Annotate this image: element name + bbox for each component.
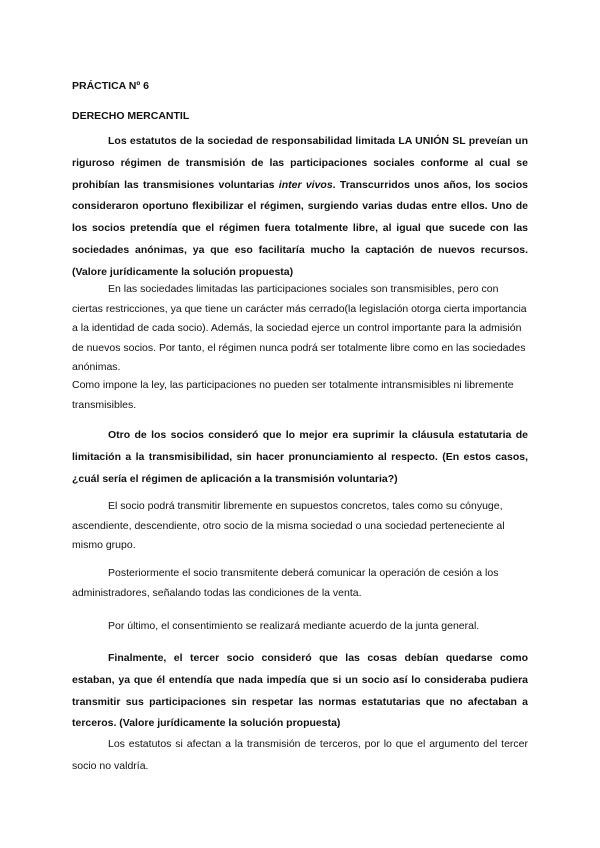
question-1	[72, 131, 528, 284]
question-2: Otro de los socios consideró que lo mejor era suprimir la cláusula estatutaria de limitación a la transmisibilidad, sin hacer pronunciamiento al respecto. (En estos casos, ¿cuál sería el régimen de aplicación a la transmisión voluntaria?)	[72, 429, 528, 485]
question-1-text-start: Los estatutos de la sociedad de responsabilidad limitada LA UNIÓN SL preveían un riguroso régimen de transmisión de las participaciones sociales conforme al cual se prohibían las transmisiones voluntarias	[72, 135, 528, 191]
answer-2-paragraph-3: Por último, el consentimiento se realizará mediante acuerdo de la junta general.	[108, 620, 480, 632]
question-3: Finalmente, el tercer socio consideró que las cosas debían quedarse como estaban, ya que él entendía que nada impedía que si un socio así lo consideraba pudiera transmitir sus participaciones sin respetar las normas estatutarias que no afectaban a terceros. (Valore jurídicamente la solución propuesta)	[72, 652, 528, 730]
practice-title: PRÁCTICA Nº 6	[72, 80, 149, 92]
question-1-italic-term: inter vivos	[278, 178, 333, 191]
answer-2-paragraph-2: Posteriormente el socio transmitente deberá comunicar la operación de cesión a los administradores, señalando todas las condiciones de la venta.	[72, 567, 499, 599]
question-1-text-end: . Transcurridos unos años, los socios consideraron oportuno flexibilizar el régimen, surgiendo varias dudas entre ellos. Uno de los socios pretendía que el régimen fuera totalmente libre, al igual que sucede con las sociedades anónimas, ya que eso facilitaría mucho la captación de nuevos recursos. (Valore jurídicamente la solución propuesta)	[72, 178, 528, 278]
answer-2-paragraph-1: El socio podrá transmitir libremente en supuestos concretos, tales como su cónyuge, ascendiente, descendiente, otro socio de la misma sociedad o una sociedad perteneciente al mismo grupo.	[72, 500, 505, 552]
answer-3: Los estatutos si afectan a la transmisión de terceros, por lo que el argumento del tercer socio no valdría.	[72, 738, 528, 772]
subject-heading: DERECHO MERCANTIL	[72, 110, 190, 122]
answer-1-paragraph-1: En las sociedades limitadas las participaciones sociales son transmisibles, pero con ciertas restricciones, ya que tiene un carácter más cerrado(la legislación otorga cierta importancia a la identidad de cada socio). Además, la sociedad ejerce un control importante para la admisión de nuevos socios. Por tanto, el régimen nunca podrá ser totalmente libre como en las sociedades anónimas.	[72, 283, 527, 374]
answer-1-paragraph-2: Como impone la ley, las participaciones no pueden ser totalmente intransmisibles ni libremente transmisibles.	[72, 379, 514, 411]
